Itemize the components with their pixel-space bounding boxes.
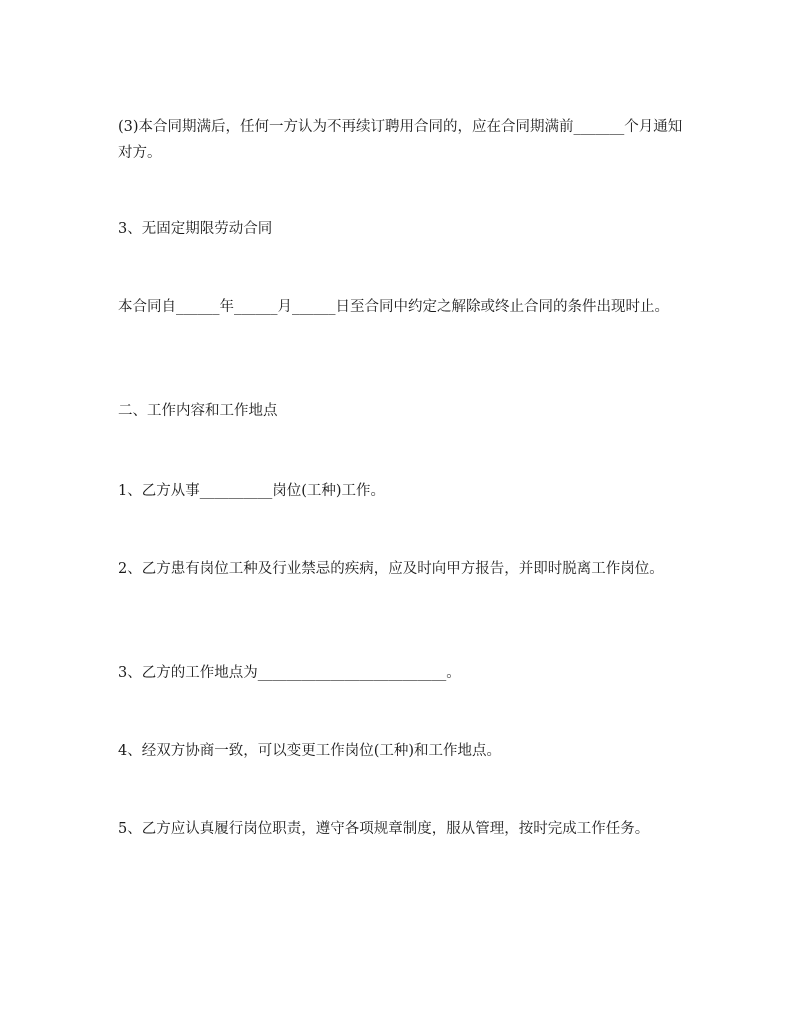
- section-heading-work-content-location: 二、工作内容和工作地点: [118, 403, 278, 419]
- clause-contract-start-date: 本合同自______年______月______日至合同中约定之解除或终止合同的条件出现时止。: [118, 299, 669, 315]
- clause-work-location: 3、乙方的工作地点为__________________________。: [118, 665, 461, 681]
- clause-renewal-notice: (3)本合同期满后，任何一方认为不再续订聘用合同的，应在合同期满前_______个月通知对方。: [118, 119, 683, 161]
- clause-duty-compliance: 5、乙方应认真履行岗位职责，遵守各项规章制度，服从管理，按时完成工作任务。: [118, 821, 650, 837]
- clause-position-change: 4、经双方协商一致，可以变更工作岗位(工种)和工作地点。: [118, 743, 502, 759]
- clause-health-disclosure: 2、乙方患有岗位工种及行业禁忌的疾病，应及时向甲方报告，并即时脱离工作岗位。: [118, 561, 664, 577]
- heading-indefinite-term-contract: 3、无固定期限劳动合同: [118, 221, 273, 237]
- clause-job-position: 1、乙方从事__________岗位(工种)工作。: [118, 483, 386, 499]
